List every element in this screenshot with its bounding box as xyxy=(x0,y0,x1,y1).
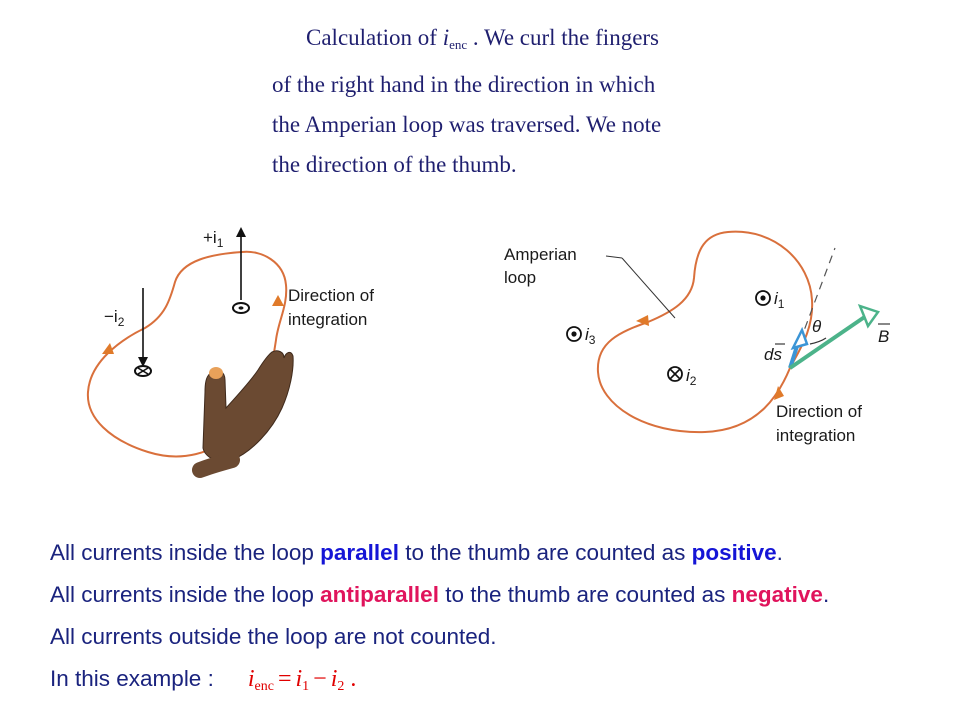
current-out-of-page-icon xyxy=(233,303,249,313)
keyword-positive: positive xyxy=(691,540,777,565)
rule-outside: All currents outside the loop are not counted. xyxy=(50,624,497,649)
label-plus-i1: $+i_1$ xyxy=(203,228,224,250)
label-minus-i2: $-i_2$ xyxy=(104,307,125,329)
current-into-page-icon xyxy=(135,366,151,376)
right-hand-icon xyxy=(200,351,293,470)
intro-line-2: of the right hand in the direction in which xyxy=(272,72,656,97)
direction-arrow-icon xyxy=(774,386,784,400)
intro-line-1: Calculation of $i_{enc}$ . We curl the fingers xyxy=(306,25,660,52)
keyword-parallel: parallel xyxy=(320,540,399,565)
current-out-of-page-icon xyxy=(756,291,770,305)
label-i1: $i_1$ xyxy=(774,289,785,311)
rules-block xyxy=(50,532,950,708)
direction-arrow-icon xyxy=(272,295,284,306)
label-i2: $i_2$ xyxy=(686,366,697,388)
keyword-negative: negative xyxy=(731,582,823,607)
right-figure xyxy=(504,232,890,445)
keyword-antiparallel: antiparallel xyxy=(320,582,439,607)
amperian-leader-line-2 xyxy=(622,258,675,318)
right-direction-label: Direction of integration xyxy=(776,402,862,445)
label-i3: $i_3$ xyxy=(585,325,596,347)
theta-label: θ xyxy=(812,317,822,336)
rule-parallel: All currents inside the loop parallel to the thumb are counted as positive. xyxy=(50,540,783,565)
B-arrowhead xyxy=(860,306,878,326)
intro-line-3: the Amperian loop was traversed. We note xyxy=(272,112,662,137)
ds-arrowhead xyxy=(793,330,807,348)
left-direction-label: Direction of integration xyxy=(288,286,374,329)
current-into-page-icon xyxy=(668,367,682,381)
B-label: B xyxy=(878,327,890,346)
left-figure xyxy=(88,228,379,470)
amperian-leader-line xyxy=(606,256,622,258)
equation: $i_{enc} = i_1 - i_2$ . xyxy=(247,666,357,694)
rule-example: In this example : $i_{enc} = i_1 - i_2$ . xyxy=(50,666,357,694)
ds-label: ds xyxy=(764,345,782,364)
intro-line-4: the direction of the thumb. xyxy=(272,152,517,177)
amperian-loop-label: Amperian loop xyxy=(504,245,577,287)
rule-antiparallel: All currents inside the loop antiparallel to the thumb are counted as negative. xyxy=(50,582,830,607)
current-out-of-page-icon xyxy=(567,327,581,341)
